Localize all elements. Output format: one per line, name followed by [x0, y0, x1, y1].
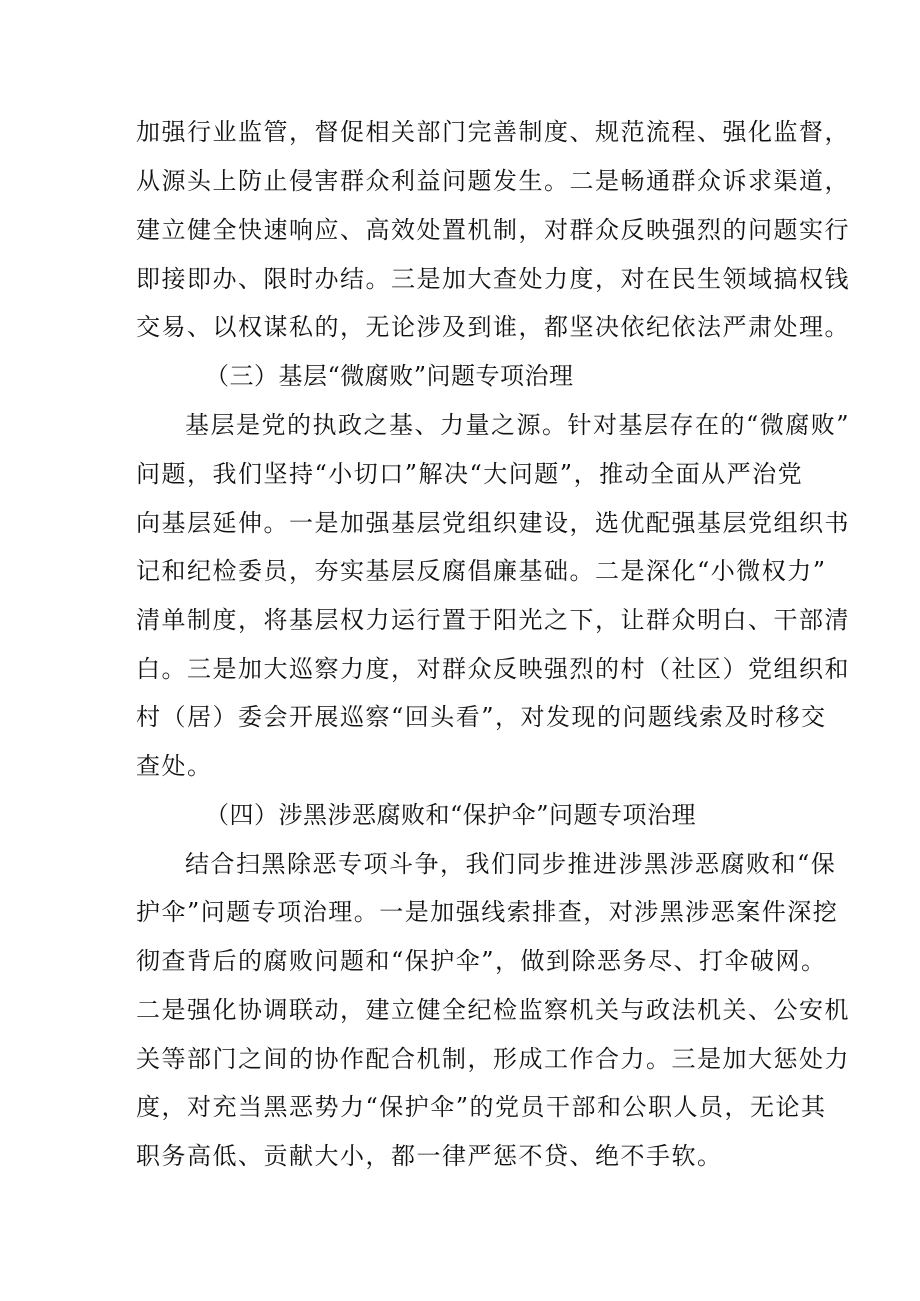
paragraph-line: 查处。: [136, 752, 213, 780]
paragraph-line: 度，对充当黑恶势力“保护伞”的党员干部和公职人员，无论其: [136, 1093, 827, 1121]
paragraph-line: 结合扫黑除恶专项斗争，我们同步推进涉黑涉恶腐败和“保: [185, 850, 837, 878]
paragraph-line: 问题，我们坚持“小切口”解决“大问题”，推动全面从严治党: [136, 460, 804, 488]
paragraph-line: 建立健全快速响应、高效处置机制，对群众反映强烈的问题实行: [136, 216, 850, 244]
paragraph-line: 护伞”问题专项治理。一是加强线索排查，对涉黑涉恶案件深挖: [136, 898, 839, 926]
paragraph-line: 基层是党的执政之基、力量之源。针对基层存在的“微腐败”: [185, 411, 851, 439]
paragraph-line: 职务高低、贡献大小，都一律严惩不贷、绝不手软。: [136, 1142, 723, 1170]
paragraph-line: 向基层延伸。一是加强基层党组织建设，选优配强基层党组织书: [136, 509, 850, 537]
paragraph-line: 从源头上防止侵害群众利益问题发生。二是畅通群众诉求渠道，: [136, 167, 850, 195]
paragraph-line: 二是强化协调联动，建立健全纪检监察机关与政法机关、公安机: [136, 996, 850, 1024]
paragraph-line: 加强行业监管，督促相关部门完善制度、规范流程、强化监督，: [136, 118, 850, 146]
paragraph-line: 交易、以权谋私的，无论涉及到谁，都坚决依纪依法严肃处理。: [136, 313, 850, 341]
paragraph-line: 关等部门之间的协作配合机制，形成工作合力。三是加大惩处力: [136, 1045, 850, 1073]
paragraph-line: 彻查背后的腐败问题和“保护伞”，做到除恶务尽、打伞破网。: [136, 947, 827, 975]
section-heading-3: （三）基层“微腐败”问题专项治理: [205, 362, 574, 390]
section-heading-4: （四）涉黑涉恶腐败和“保护伞”问题专项治理: [205, 801, 697, 829]
paragraph-line: 清单制度，将基层权力运行置于阳光之下，让群众明白、干部清: [136, 606, 850, 634]
paragraph-line: 即接即办、限时办结。三是加大查处力度，对在民生领域搞权钱: [136, 265, 850, 293]
paragraph-line: 白。三是加大巡察力度，对群众反映强烈的村（社区）党组织和: [136, 655, 850, 683]
paragraph-line: 村（居）委会开展巡察“回头看”，对发现的问题线索及时移交: [136, 703, 827, 731]
paragraph-line: 记和纪检委员，夯实基层反腐倡廉基础。二是深化“小微权力”: [136, 557, 827, 585]
